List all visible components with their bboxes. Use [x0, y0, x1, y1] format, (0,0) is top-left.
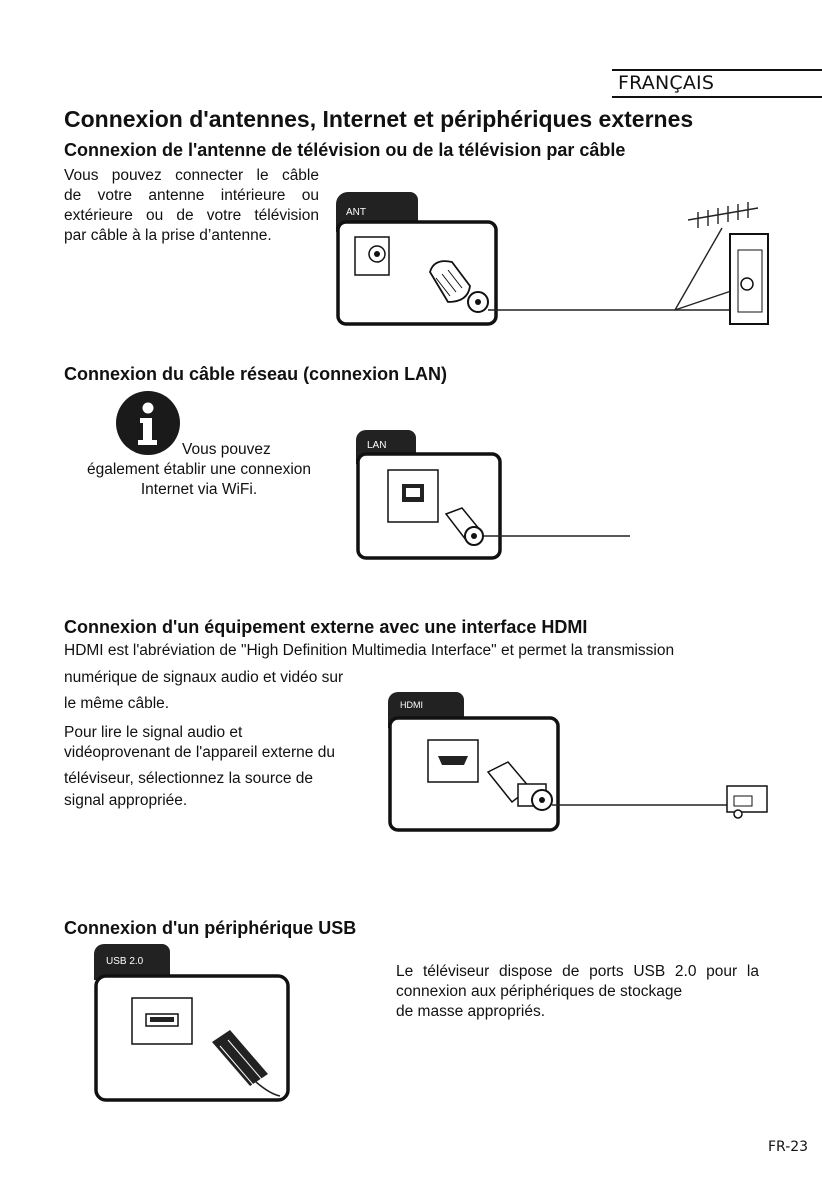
hdmi-line-5: vidéoprovenant de l'appareil externe du — [64, 744, 335, 761]
hdmi-line-1: HDMI est l'abréviation de "High Definition Multimedia Interface" et permet la transmission — [64, 642, 675, 659]
ant-port-label: ANT — [346, 207, 366, 218]
hdmi-line-2: numérique de signaux audio et vidéo sur — [64, 669, 344, 686]
lan-line-3: Internet via WiFi. — [140, 481, 258, 498]
hdmi-heading: Connexion d'un équipement externe avec une interface HDMI — [64, 617, 588, 637]
antenna-line-4: par câble à la prise d’antenne. — [64, 227, 272, 244]
usb-line-1: Le téléviseur dispose de ports USB 2.0 pour la — [396, 963, 759, 980]
hdmi-port-label: HDMI — [400, 700, 423, 710]
usb-port-label: USB 2.0 — [106, 956, 144, 967]
antenna-line-1: Vous pouvez connecter le câble — [64, 167, 319, 184]
page-number: FR-23 — [768, 1139, 809, 1155]
lan-port-label: LAN — [367, 440, 387, 451]
usb-line-3: de masse appropriés. — [396, 1003, 546, 1020]
usb-heading: Connexion d'un périphérique USB — [64, 918, 357, 938]
page-title: Connexion d'antennes, Internet et périphériques externes — [64, 106, 694, 132]
antenna-heading: Connexion de l'antenne de télévision ou de la télévision par câble — [64, 140, 626, 160]
hdmi-line-6: téléviseur, sélectionnez la source de — [64, 770, 314, 787]
hdmi-line-7: signal appropriée. — [64, 792, 188, 809]
antenna-diagram — [330, 190, 790, 335]
language-label: FRANÇAIS — [618, 72, 715, 94]
header-rule-top — [612, 69, 822, 71]
hdmi-diagram — [382, 688, 774, 836]
lan-line-2: également établir une connexion — [86, 461, 312, 478]
antenna-text — [64, 166, 319, 246]
antenna-line-2: de votre antenne intérieure ou — [64, 187, 319, 204]
lan-diagram — [350, 428, 640, 563]
lan-line-1: Vous pouvez — [182, 441, 271, 458]
hdmi-line-4: Pour lire le signal audio et — [64, 724, 243, 741]
info-icon — [115, 390, 185, 460]
lan-heading: Connexion du câble réseau (connexion LAN) — [64, 364, 448, 384]
ant-antenna — [688, 202, 758, 228]
antenna-line-3: extérieure ou de votre télévision — [64, 207, 319, 224]
header-rule-bottom — [612, 96, 822, 98]
usb-text — [396, 962, 759, 1022]
hdmi-line-3: le même câble. — [64, 695, 170, 712]
usb-line-2: connexion aux périphériques de stockage — [396, 983, 683, 1000]
usb-diagram — [88, 942, 298, 1104]
